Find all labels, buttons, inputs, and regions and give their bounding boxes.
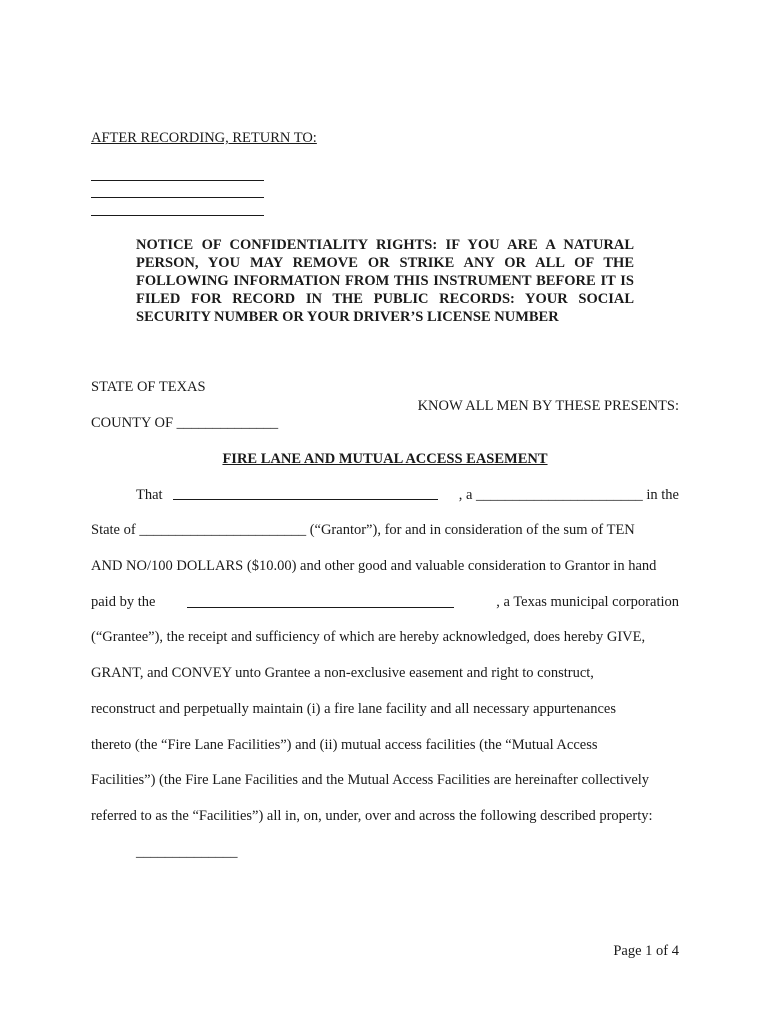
body-line-1-end: , a _______________________ in the [458,487,679,503]
county-of: COUNTY OF ______________ [91,415,279,431]
body-line-3 [91,558,679,575]
body-line-6-text: GRANT, and CONVEY unto Grantee a non-exclusive easement and right to construct, [91,665,594,681]
body-line-1-start: That [136,487,163,503]
address-line-3 [91,215,264,216]
body-line-2 [91,522,679,539]
body-line-10 [91,808,679,825]
body-line-8-text: thereto (the “Fire Lane Facilities”) and (ii) mutual access facilities (the “Mutual Access [91,737,598,753]
confidentiality-notice: NOTICE OF CONFIDENTIALITY RIGHTS: IF YOU ARE A NATURAL PERSON, YOU MAY REMOVE OR STRIKE ANY OR ALL OF THE FOLLOWING INFORMATION FROM THIS INSTRUMENT BEFORE IT IS FILED FOR RECORD IN THE PUBLIC RECORDS: YOUR SOCIAL SECURITY NUMBER OR YOUR DRIVER’S LICENSE NUMBER [136,237,634,325]
body-line-5-text: (“Grantee”), the receipt and sufficiency of which are hereby acknowledged, does hereby GIVE, [91,629,646,645]
property-description-blank: ______________ [136,844,238,860]
body-line-7 [91,701,679,718]
state-of-texas: STATE OF TEXAS [91,379,206,395]
document-title: FIRE LANE AND MUTUAL ACCESS EASEMENT [222,451,548,467]
body-line-4-end: , a Texas municipal corporation [496,594,679,610]
grantor-name-blank [173,499,438,500]
body-line-8 [91,737,679,754]
address-line-1 [91,180,264,181]
grantee-name-blank [187,607,454,608]
body-line-7-text: reconstruct and perpetually maintain (i) a fire lane facility and all necessary appurtenances [91,701,616,717]
body-line-9-text: Facilities”) (the Fire Lane Facilities and the Mutual Access Facilities are hereinafter collectively [91,772,650,788]
body-line-6 [91,665,679,682]
address-line-2 [91,197,264,198]
page-number: Page 1 of 4 [613,943,679,959]
body-line-4-start: paid by the [91,594,156,610]
body-line-3-text: AND NO/100 DOLLARS ($10.00) and other good and valuable consideration to Grantor in hand [91,558,657,574]
body-line-5 [91,629,679,646]
know-all-men: KNOW ALL MEN BY THESE PRESENTS: [417,398,679,414]
body-line-2-text: State of _______________________ (“Grantor”), for and in consideration of the sum of TEN [91,522,635,538]
return-to-heading: AFTER RECORDING, RETURN TO: [91,130,317,146]
body-line-10-text: referred to as the “Facilities”) all in, on, under, over and across the following described property: [91,808,653,824]
body-line-9 [91,772,679,789]
